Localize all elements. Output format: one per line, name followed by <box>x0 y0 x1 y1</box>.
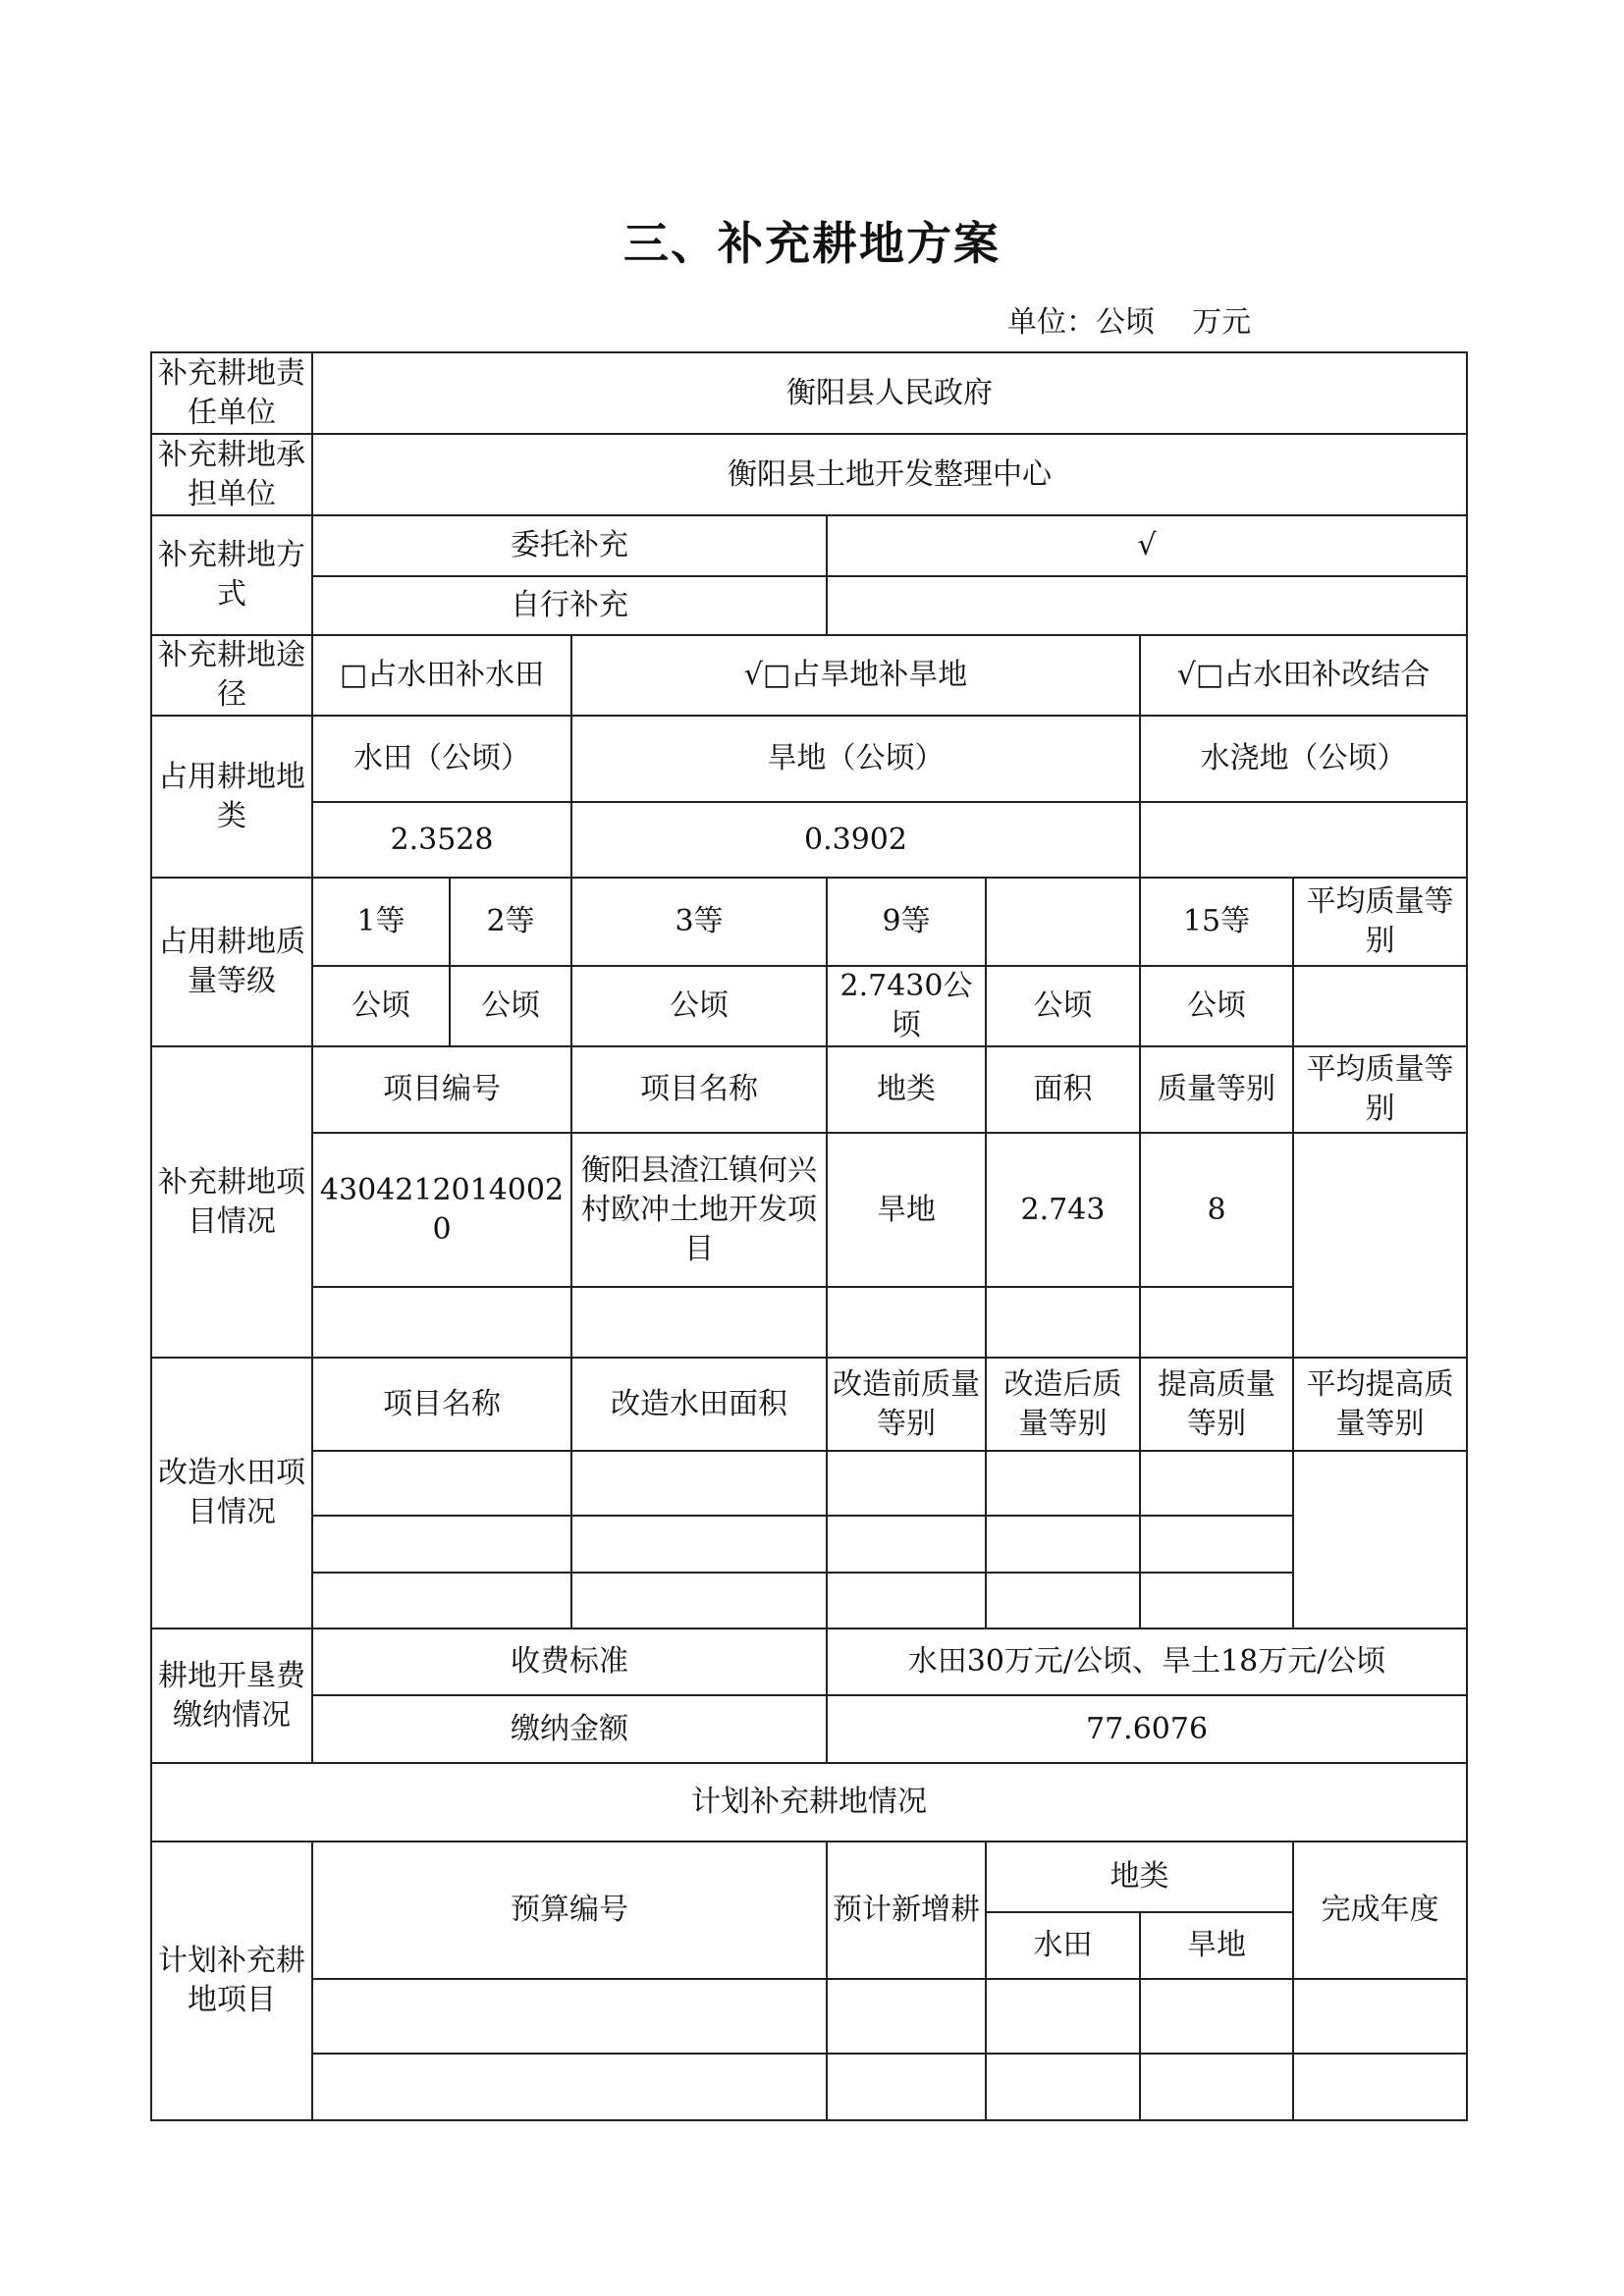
project-header: 平均质量等别 <box>1293 1046 1467 1133</box>
paddy-avg-cell <box>1293 1451 1467 1629</box>
planned-cell <box>312 2054 827 2120</box>
planned-cell <box>1293 1979 1467 2054</box>
paddy-cell <box>312 1573 571 1629</box>
occupied-type-value: 0.3902 <box>571 802 1140 878</box>
row-occupied-type-headers <box>151 716 1467 802</box>
fee-amount-value: 77.6076 <box>827 1695 1467 1763</box>
paddy-header: 改造前质量等别 <box>827 1358 986 1451</box>
project-cell: 2.743 <box>986 1133 1140 1287</box>
grade-value: 2.7430公顷 <box>827 966 986 1046</box>
row-method-entrusted <box>151 515 1467 576</box>
planned-cell <box>312 1979 827 2054</box>
paddy-cell <box>571 1451 827 1516</box>
grade-header: 平均质量等别 <box>1293 878 1467 966</box>
land-supplement-form <box>150 351 1468 2121</box>
label-responsible-unit: 补充耕地责任单位 <box>151 352 312 434</box>
paddy-cell <box>1140 1516 1293 1573</box>
grade-value: 公顷 <box>1140 966 1293 1046</box>
label-planned-project: 计划补充耕地项目 <box>151 1842 312 2120</box>
row-planned-section <box>151 1763 1467 1842</box>
planned-dry-header: 旱地 <box>1140 1912 1293 1979</box>
paddy-cell <box>986 1516 1140 1573</box>
planned-cell <box>827 1979 986 2054</box>
grade-header: 3等 <box>571 878 827 966</box>
page-title: 三、补充耕地方案 <box>623 217 1001 270</box>
planned-landtype-header: 地类 <box>986 1842 1293 1912</box>
planned-new-header: 预计新增耕 <box>827 1842 986 1979</box>
planned-cell <box>1140 1979 1293 2054</box>
table-row <box>151 1979 1467 2054</box>
table-row <box>151 1573 1467 1629</box>
project-cell <box>312 1287 571 1358</box>
project-cell: 衡阳县渣江镇何兴村欧冲土地开发项目 <box>571 1133 827 1287</box>
approach-option-2: √□占旱地补旱地 <box>571 635 1140 716</box>
planned-section-title: 计划补充耕地情况 <box>151 1763 1467 1842</box>
paddy-cell <box>571 1516 827 1573</box>
row-approach <box>151 635 1467 716</box>
label-paddy-project: 改造水田项目情况 <box>151 1358 312 1629</box>
project-cell: 旱地 <box>827 1133 986 1287</box>
value-responsible-unit: 衡阳县人民政府 <box>312 352 1467 434</box>
paddy-header: 项目名称 <box>312 1358 571 1451</box>
label-undertaking-unit: 补充耕地承担单位 <box>151 434 312 515</box>
method-entrusted: 委托补充 <box>312 515 827 576</box>
project-header: 地类 <box>827 1046 986 1133</box>
paddy-cell <box>571 1573 827 1629</box>
paddy-cell <box>827 1451 986 1516</box>
paddy-cell <box>312 1516 571 1573</box>
row-fee-amount <box>151 1695 1467 1763</box>
row-planned-headers <box>151 1842 1467 1912</box>
project-avg-grade <box>1293 1133 1467 1358</box>
label-project-info: 补充耕地项目情况 <box>151 1046 312 1358</box>
planned-cell <box>986 2054 1140 2120</box>
planned-year-header: 完成年度 <box>1293 1842 1467 1979</box>
paddy-header: 改造水田面积 <box>571 1358 827 1451</box>
grade-header: 2等 <box>450 878 571 966</box>
paddy-cell <box>827 1516 986 1573</box>
grade-value: 公顷 <box>571 966 827 1046</box>
project-cell <box>827 1287 986 1358</box>
table-row <box>151 1133 1467 1287</box>
planned-budget-header: 预算编号 <box>312 1842 827 1979</box>
grade-value <box>1293 966 1467 1046</box>
grade-header: 9等 <box>827 878 986 966</box>
planned-paddy-header: 水田 <box>986 1912 1140 1979</box>
approach-option-1: □占水田补水田 <box>312 635 571 716</box>
fee-standard-value: 水田30万元/公顷、旱土18万元/公顷 <box>827 1629 1467 1695</box>
paddy-header: 提高质量等别 <box>1140 1358 1293 1451</box>
paddy-cell <box>1140 1451 1293 1516</box>
planned-cell <box>1293 2054 1467 2120</box>
occupied-type-value: 2.3528 <box>312 802 571 878</box>
paddy-cell <box>986 1451 1140 1516</box>
table-row <box>151 1516 1467 1573</box>
approach-option-3: √□占水田补改结合 <box>1140 635 1467 716</box>
project-cell: 43042120140020 <box>312 1133 571 1287</box>
occupied-type-header: 水田（公顷） <box>312 716 571 802</box>
planned-cell <box>986 1979 1140 2054</box>
row-occupied-type-values <box>151 802 1467 878</box>
occupied-type-header: 水浇地（公顷） <box>1140 716 1467 802</box>
project-cell: 8 <box>1140 1133 1293 1287</box>
label-method: 补充耕地方式 <box>151 515 312 635</box>
row-undertaking-unit <box>151 434 1467 515</box>
project-header: 面积 <box>986 1046 1140 1133</box>
occupied-type-value <box>1140 802 1467 878</box>
project-cell <box>571 1287 827 1358</box>
paddy-header: 平均提高质量等别 <box>1293 1358 1467 1451</box>
grade-header <box>986 878 1140 966</box>
table-row <box>151 1451 1467 1516</box>
row-project-headers <box>151 1046 1467 1133</box>
table-row <box>151 1287 1467 1358</box>
project-cell <box>1140 1287 1293 1358</box>
method-entrusted-mark: √ <box>827 515 1467 576</box>
paddy-cell <box>986 1573 1140 1629</box>
fee-amount-label: 缴纳金额 <box>312 1695 827 1763</box>
row-occupied-grade-headers <box>151 878 1467 966</box>
project-header: 项目名称 <box>571 1046 827 1133</box>
planned-cell <box>827 2054 986 2120</box>
project-header: 质量等别 <box>1140 1046 1293 1133</box>
paddy-header: 改造后质量等别 <box>986 1358 1140 1451</box>
table-row <box>151 2054 1467 2120</box>
method-self-mark <box>827 576 1467 635</box>
value-undertaking-unit: 衡阳县土地开发整理中心 <box>312 434 1467 515</box>
row-occupied-grade-values <box>151 966 1467 1046</box>
row-fee-standard <box>151 1629 1467 1695</box>
row-responsible-unit <box>151 352 1467 434</box>
grade-header: 15等 <box>1140 878 1293 966</box>
grade-value: 公顷 <box>450 966 571 1046</box>
grade-value: 公顷 <box>312 966 450 1046</box>
occupied-type-header: 旱地（公顷） <box>571 716 1140 802</box>
row-method-self <box>151 576 1467 635</box>
method-self: 自行补充 <box>312 576 827 635</box>
paddy-cell <box>827 1573 986 1629</box>
paddy-cell <box>312 1451 571 1516</box>
fee-standard-label: 收费标准 <box>312 1629 827 1695</box>
row-paddy-headers <box>151 1358 1467 1451</box>
label-occupied-type: 占用耕地地类 <box>151 716 312 878</box>
grade-header: 1等 <box>312 878 450 966</box>
paddy-cell <box>1140 1573 1293 1629</box>
label-fee: 耕地开垦费缴纳情况 <box>151 1629 312 1763</box>
grade-value: 公顷 <box>986 966 1140 1046</box>
project-cell <box>986 1287 1140 1358</box>
unit-note: 单位：公顷 万元 <box>1007 305 1252 340</box>
planned-cell <box>1140 2054 1293 2120</box>
label-occupied-grade: 占用耕地质量等级 <box>151 878 312 1046</box>
project-header: 项目编号 <box>312 1046 571 1133</box>
label-approach: 补充耕地途径 <box>151 635 312 716</box>
